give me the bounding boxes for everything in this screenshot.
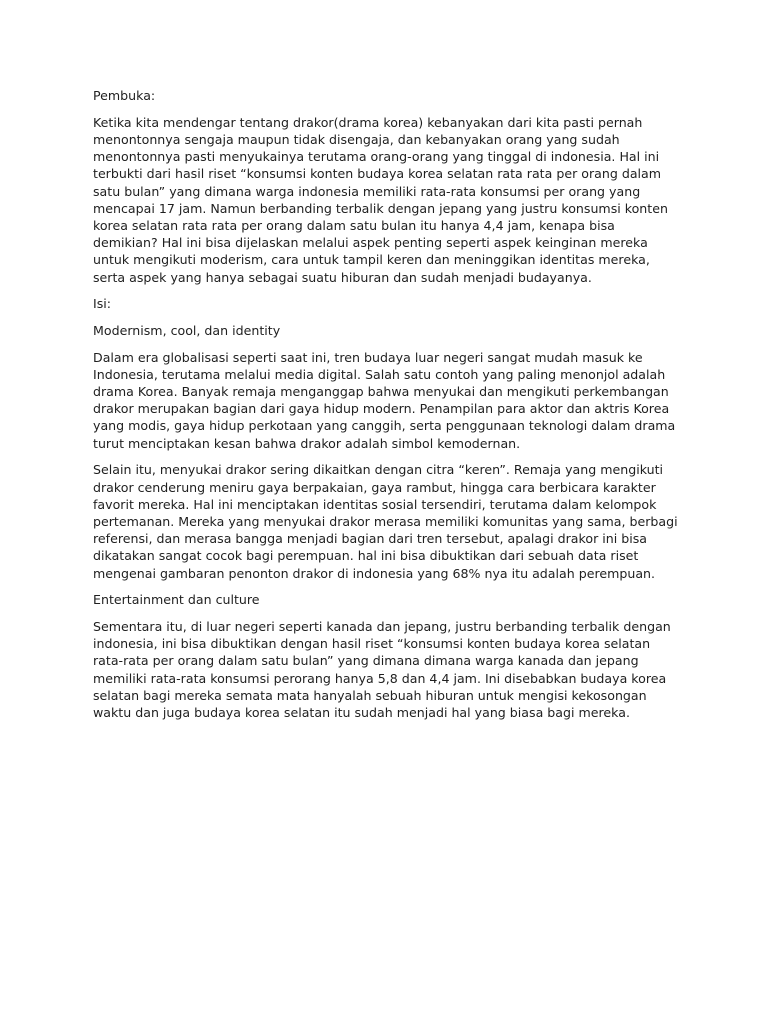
section-heading-entertainment: Entertainment dan culture [93,592,260,608]
pembuka-label: Pembuka: [93,88,156,103]
modernism-paragraph-1: Dalam era globalisasi seperti saat ini, tren budaya luar negeri sangat mudah masuk ke Indonesia, terutama melalui media digital. Salah satu contoh yang paling menonjol adalah drama Korea. Banyak remaja menganggap bahwa menyukai dan mengikuti perkembangan drakor merupakan bagian dari gaya hidup modern. Penampilan para aktor dan aktris Korea yang modis, gaya hidup perkotaan yang canggih, serta penggunaan teknologi dalam drama turut menciptakan kesan bahwa drakor adalah simbol kemodernan. [93,349,676,451]
entertainment-paragraph: Sementara itu, di luar negeri seperti kanada dan jepang, justru berbanding terbalik dengan indonesia, ini bisa dibuktikan dengan hasil riset “konsumsi konten budaya korea selatan rata-rata per orang dalam satu bulan” yang dimana dimana warga kanada dan jepang memiliki rata-rata konsumsi perorang hanya 5,8 dan 4,4 jam. Ini disebabkan budaya korea selatan bagi mereka semata mata hanyalah sebuah hiburan untuk mengisi kekosongan waktu dan juga budaya korea selatan itu sudah menjadi hal yang biasa bagi mereka. [93,618,671,720]
isi-label: Isi: [93,296,112,312]
section-heading-modernism: Modernism, cool, dan identity [93,322,281,338]
modernism-paragraph-2: Selain itu, menyukai drakor sering dikaitkan dengan citra “keren”. Remaja yang mengikuti drakor cenderung meniru gaya berpakaian, gaya rambut, hingga cara berbicara karakter favorit mereka. Hal ini menciptakan identitas sosial tersendiri, terutama dalam kelompok pertemanan. Mereka yang menyukai drakor merasa memiliki komunitas yang sama, berbagi referensi, dan merasa bangga menjadi bagian dari tren tersebut, apalagi drakor ini bisa dikatakan sangat cocok bagi perempuan. hal ini bisa dibuktikan dari sebuah data riset mengenai gambaran penonton drakor di indonesia yang 68% nya itu adalah perempuan. [93,462,678,581]
pembuka-paragraph: Ketika kita mendengar tentang drakor(drama korea) kebanyakan dari kita pasti pernah menontonnya sengaja maupun tidak disengaja, dan kebanyakan orang yang sudah menontonnya pasti menyukainya terutama orang-orang yang tinggal di indonesia. Hal ini terbukti dari hasil riset “konsumsi konten budaya korea selatan rata rata per orang dalam satu bulan” yang dimana warga indonesia memiliki rata-rata konsumsi per orang yang mencapai 17 jam. Namun berbanding terbalik dengan jepang yang justru konsumsi konten korea selatan rata rata per orang dalam satu bulan itu hanya 4,4 jam, kenapa bisa demikian? Hal ini bisa dijelaskan melalui aspek penting seperti aspek keinginan mereka untuk mengikuti moderism, cara untuk tampil keren dan meninggikan identitas mereka, serta aspek yang hanya sebagai suatu hiburan dan sudah menjadi budayanya. [93,114,668,285]
document-body [93,87,683,731]
